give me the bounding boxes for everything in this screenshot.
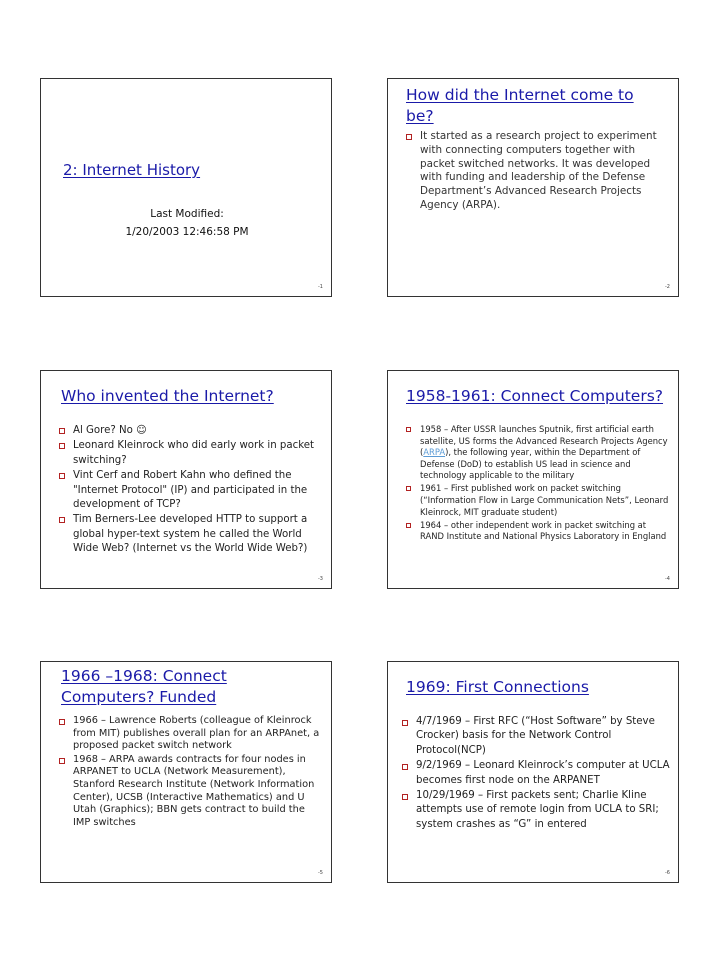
list-item [59,754,325,830]
list-item [406,130,668,213]
bullet-text: Tim Berners-Lee developed HTTP to support a global hyper-text system he called the World Wide Web? (Internet vs the World Wide Web?) [73,514,308,555]
slide-2 [387,78,679,297]
bullet-box-icon [402,794,408,800]
list-item [406,520,672,543]
last-modified-label: Last Modified: [150,208,224,220]
slide-4 [387,370,679,589]
bullet-text: 1966 – Lawrence Roberts (colleague of Kleinrock from MIT) publishes overall plan for an ARPAnet, a proposed packet switch network [73,715,320,752]
bullet-list [402,715,670,833]
last-modified [41,205,332,241]
page-number: -5 [318,870,323,876]
last-modified-date: 1/20/2003 12:46:58 PM [125,226,249,238]
bullet-box-icon [59,517,65,523]
bullet-box-icon [59,719,65,725]
bullet-text: 9/2/1969 – Leonard Kleinrock’s computer at UCLA becomes first node on the ARPANET [416,760,670,786]
bullet-box-icon [406,427,411,432]
bullet-text: Al Gore? No ☺ [73,425,147,436]
slide-title[interactable]: 2: Internet History [63,161,201,179]
slide-6 [387,661,679,883]
list-item [402,789,670,832]
page-number: -4 [665,576,670,582]
arpa-link[interactable]: ARPA [423,447,446,458]
page-number: -2 [665,284,670,290]
list-item [59,439,325,468]
list-item [406,424,672,482]
slide-title[interactable]: Who invented the Internet? [61,387,274,405]
bullet-box-icon [402,764,408,770]
bullet-list [59,424,325,558]
bullet-text: Leonard Kleinrock who did early work in packet switching? [73,440,314,466]
list-item [402,759,670,788]
bullet-box-icon [59,758,65,764]
bullet-box-icon [59,428,65,434]
bullet-list [406,130,668,213]
bullet-box-icon [402,720,408,726]
list-item [406,483,672,518]
bullet-box-icon [406,523,411,528]
bullet-text: 1968 – ARPA awards contracts for four nodes in ARPANET to UCLA (Network Measurement), Stanford Research Institute (Network Information Center), UCSB (Interactive Mathematics) and U Utah (Graphics); BBN gets contract to build the IMP switches [73,753,315,828]
bullet-text: 10/29/1969 – First packets sent; Charlie Kline attempts use of remote login from UCLA to SRI; system crashes as “G” in entered [416,790,659,830]
bullet-list [59,715,325,830]
list-item [59,513,325,556]
slide-1 [40,78,332,297]
page-number: -1 [318,284,323,290]
bullet-text-pre: 1958 – After USSR launches Sputnik, first artificial earth satellite, US forms the Advanced Research Projects Agency ( [420,424,668,458]
bullet-text: Vint Cerf and Robert Kahn who defined the "Internet Protocol" (IP) and participated in the development of TCP? [73,470,308,511]
bullet-text: 4/7/1969 – First RFC (“Host Software” by Steve Crocker) basis for the Network Control Protocol(NCP) [416,716,655,756]
slide-title[interactable]: 1958-1961: Connect Computers? [406,387,664,405]
slide-title[interactable]: How did the Internet come to be? [406,86,634,125]
list-item [402,715,670,758]
bullet-box-icon [59,473,65,479]
list-item [59,424,325,438]
bullet-list [406,424,672,544]
page-number: -3 [318,576,323,582]
slide-title[interactable]: 1969: First Connections [406,678,589,696]
page-number: -6 [665,870,670,876]
bullet-text: 1961 – First published work on packet switching (“Information Flow in Large Communication Nets”, Leonard Kleinrock, MIT graduate student) [420,483,669,517]
bullet-text-post: ), the following year, within the Department of Defense (DoD) to establish US lead in science and technology applicable to the military [420,447,641,481]
list-item [59,469,325,512]
slide-title[interactable]: 1966 –1968: Connect Computers? Funded [61,667,227,706]
bullet-text: 1964 – other independent work in packet switching at RAND Institute and National Physics Laboratory in England [420,519,667,542]
bullet-text: It started as a research project to experiment with connecting computers together with packet switched networks. It was developed with funding and leadership of the Defense Department’s Advanced Research Projects Agency (ARPA). [420,130,657,211]
bullet-box-icon [59,443,65,449]
list-item [59,715,325,753]
slide-3 [40,370,332,589]
slide-5 [40,661,332,883]
bullet-box-icon [406,134,412,140]
bullet-box-icon [406,486,411,491]
